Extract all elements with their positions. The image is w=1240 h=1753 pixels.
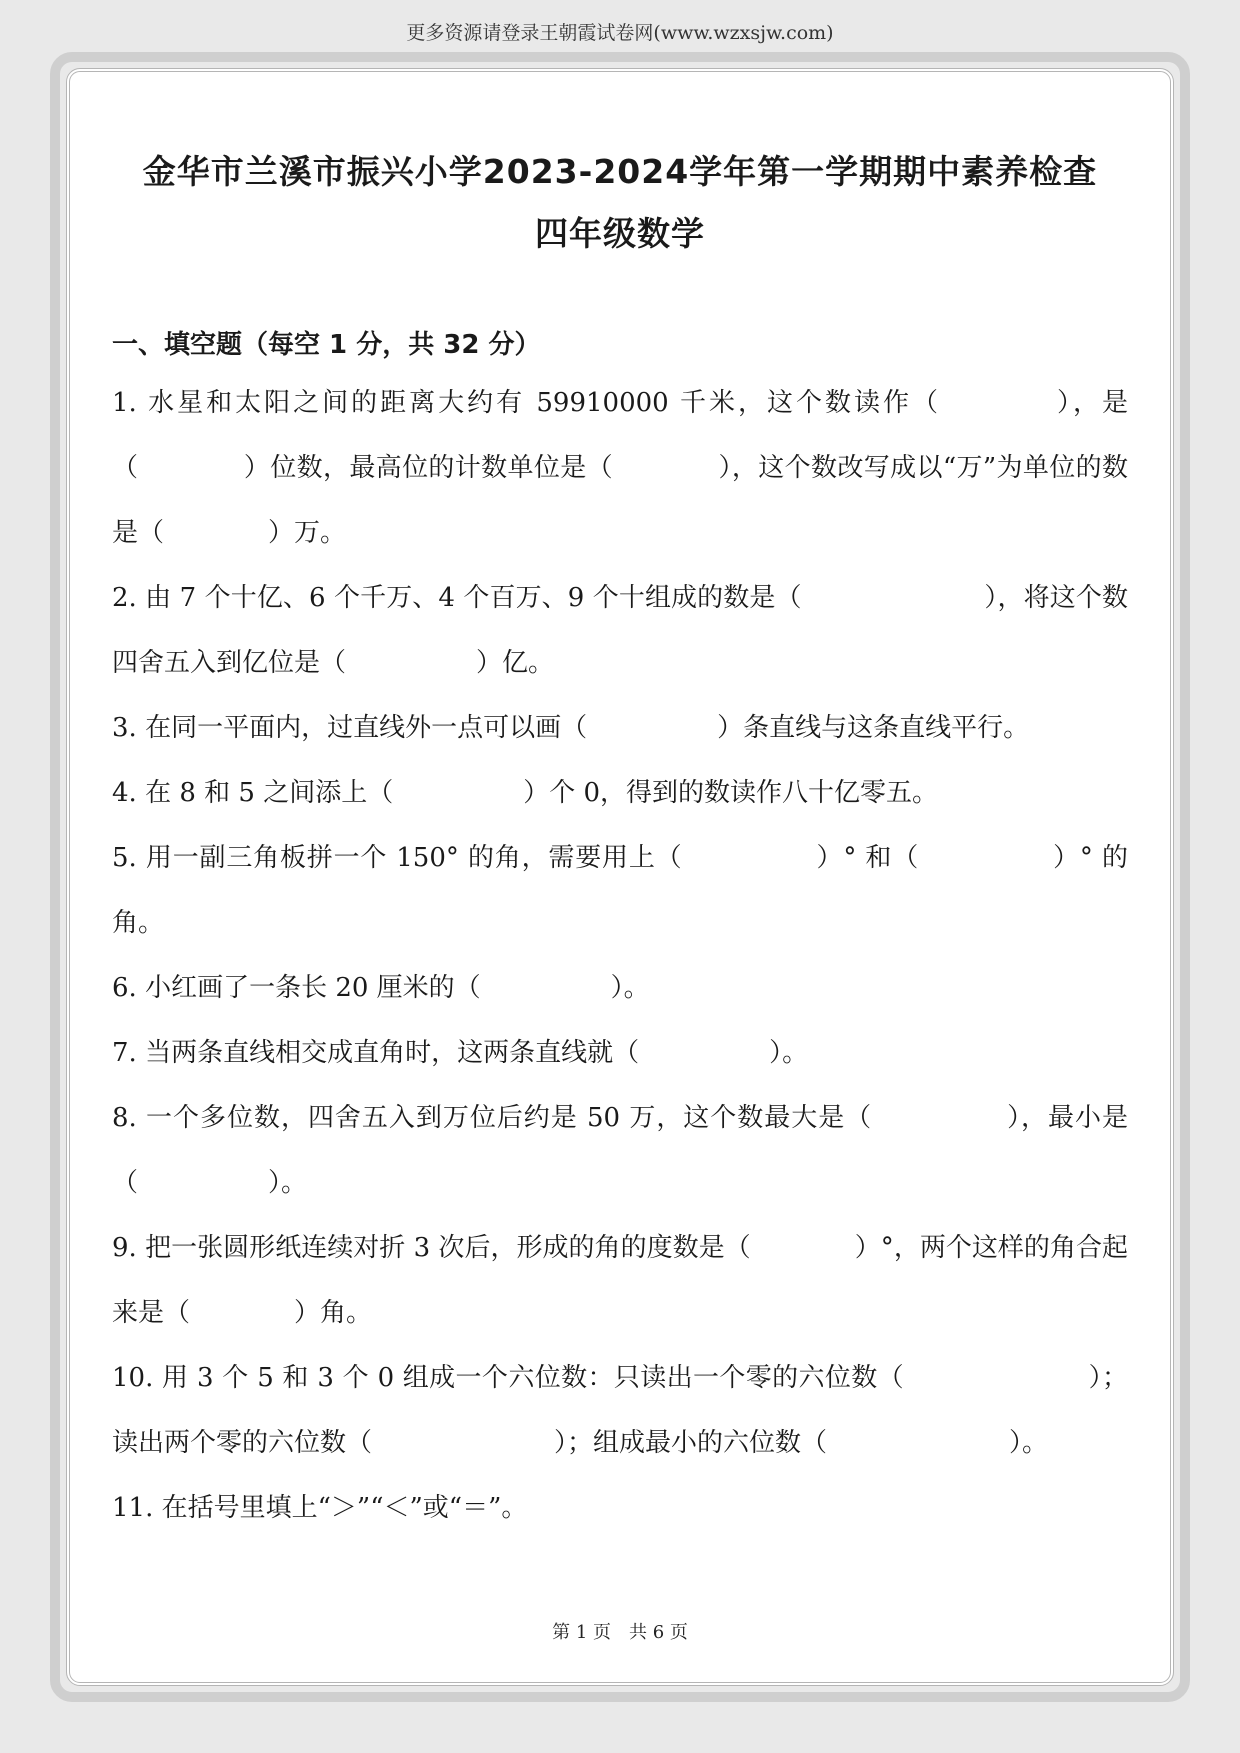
question-11: 11. 在括号里填上“＞”“＜”或“＝”。 xyxy=(112,1493,528,1523)
page-number: 第 1 页 共 6 页 xyxy=(552,1622,688,1643)
section-heading-fill-blank: 一、填空题（每空 1 分，共 32 分） xyxy=(112,330,541,360)
exam-title: 金华市兰溪市振兴小学2023-2024学年第一学期期中素养检查 xyxy=(142,152,1098,191)
question-4: 4. 在 8 和 5 之间添上（ ）个 0，得到的数读作八十亿零五。 xyxy=(112,778,939,808)
source-banner: 更多资源请登录王朝霞试卷网(www.wzxsjw.com) xyxy=(406,22,834,44)
question-3: 3. 在同一平面内，过直线外一点可以画（ ）条直线与这条直线平行。 xyxy=(112,713,1030,743)
exam-subtitle: 四年级数学 xyxy=(535,214,705,253)
question-6: 6. 小红画了一条长 20 厘米的（ ）。 xyxy=(112,973,650,1003)
question-1: 1. 水星和太阳之间的距离大约有 59910000 千米，这个数读作（ ），是（ ）位数，最高位的计数单位是（ ），这个数改写成以“万”为单位的数是（ ）万。 xyxy=(112,388,1128,548)
question-8: 8. 一个多位数，四舍五入到万位后约是 50 万，这个数最大是（ ），最小是（ ）。 xyxy=(112,1103,1128,1198)
question-7: 7. 当两条直线相交成直角时，这两条直线就（ ）。 xyxy=(112,1038,809,1068)
question-10: 10. 用 3 个 5 和 3 个 0 组成一个六位数：只读出一个零的六位数（ ）；读出两个零的六位数（ ）；组成最小的六位数（ ）。 xyxy=(112,1363,1128,1458)
question-9: 9. 把一张圆形纸连续对折 3 次后，形成的角的度数是（ ）°，两个这样的角合起来是（ ）角。 xyxy=(112,1233,1128,1328)
exam-content xyxy=(112,150,1128,1541)
question-5: 5. 用一副三角板拼一个 150° 的角，需要用上（ ）° 和（ ）° 的角。 xyxy=(112,843,1128,938)
question-2: 2. 由 7 个十亿、6 个千万、4 个百万、9 个十组成的数是（ ），将这个数四舍五入到亿位是（ ）亿。 xyxy=(112,583,1128,678)
